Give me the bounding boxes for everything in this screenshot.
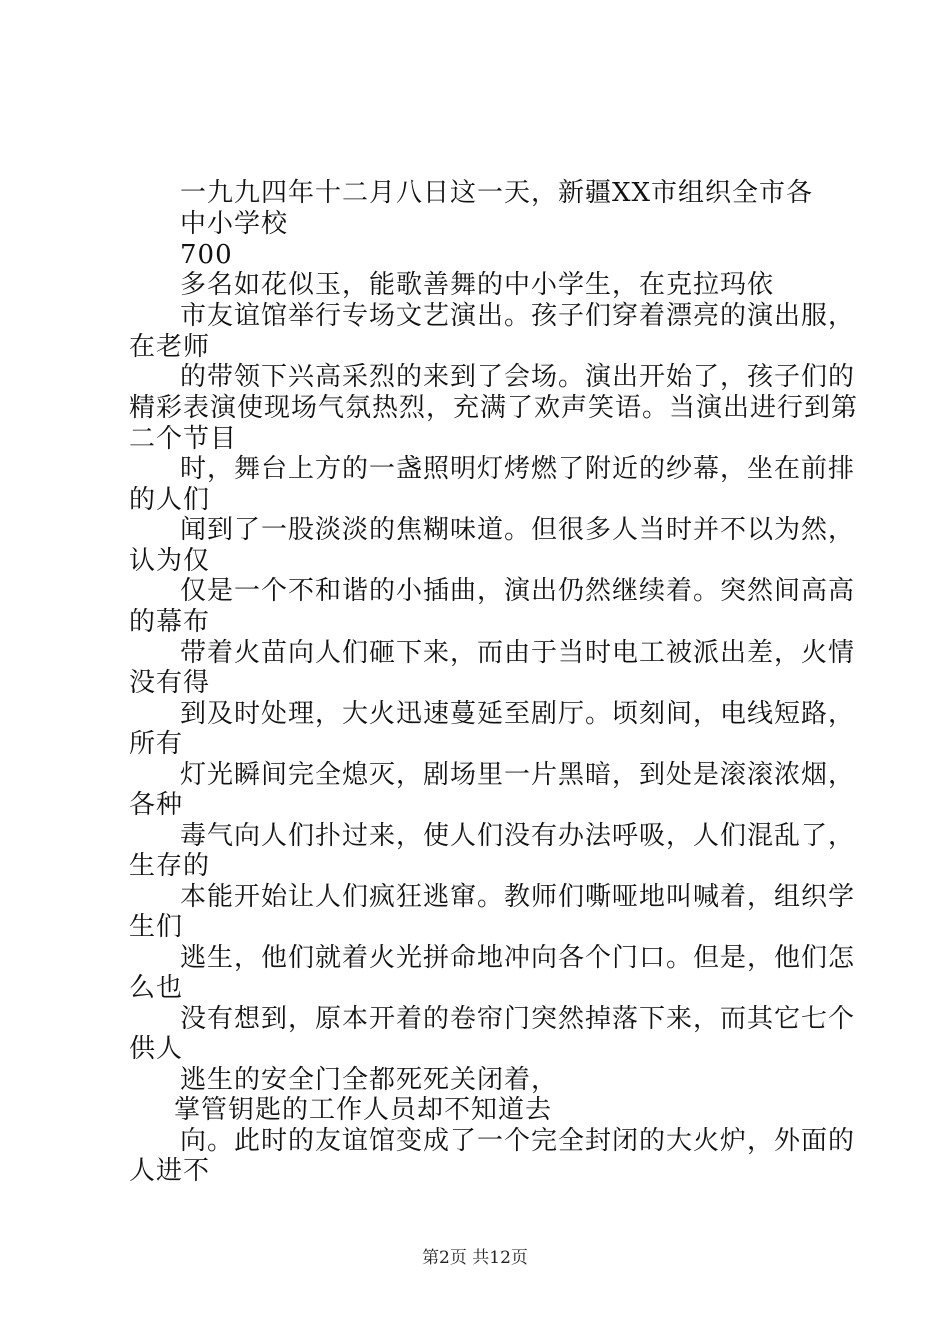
text-line: 掌管钥匙的工作人员却不知道去 (174, 1095, 553, 1125)
text-line: 生们 (129, 912, 184, 942)
text-line: 本能开始让人们疯狂逃窜。教师们嘶哑地叫喊着，组织学 (180, 882, 856, 912)
text-line: 毒气向人们扑过来，使人们没有办法呼吸，人们混乱了， (180, 821, 856, 851)
text-line: 没有得 (129, 668, 211, 698)
text-line: 生存的 (129, 851, 211, 881)
text-line: 带着火苗向人们砸下来，而由于当时电工被派出差，火情 (180, 638, 856, 668)
text-line: 么也 (129, 973, 184, 1003)
text-line: 的幕布 (129, 607, 211, 637)
text-line: 没有想到，原本开着的卷帘门突然掉落下来，而其它七个 (180, 1004, 856, 1034)
text-line: 仅是一个不和谐的小插曲，演出仍然继续着。突然间高高 (180, 576, 856, 606)
text-line: 逃生，他们就着火光拼命地冲向各个门口。但是，他们怎 (180, 943, 856, 973)
text-line: 时，舞台上方的一盏照明灯烤燃了附近的纱幕，坐在前排 (180, 454, 856, 484)
page-number-footer: 第2页 共12页 (422, 1248, 528, 1268)
text-line: 所有 (129, 729, 184, 759)
text-line: 闻到了一股淡淡的焦糊味道。但很多人当时并不以为然， (180, 515, 856, 545)
text-line: 多名如花似玉，能歌善舞的中小学生，在克拉玛依 (180, 270, 775, 300)
text-line: 各种 (129, 790, 184, 820)
text-line: 逃生的安全门全都死死关闭着， (180, 1065, 559, 1095)
text-line: 供人 (129, 1034, 184, 1064)
text-line: 700 (180, 240, 233, 270)
text-line: 二个节目 (129, 424, 238, 454)
text-line: 在老师 (129, 332, 211, 362)
text-line: 一九九四年十二月八日这一天，新疆XX市组织全市各 (180, 178, 814, 208)
text-line: 人进不 (129, 1156, 211, 1186)
text-line: 中小学校 (180, 209, 289, 239)
text-line: 的带领下兴高采烈的来到了会场。演出开始了，孩子们的 (180, 362, 856, 392)
text-line: 灯光瞬间完全熄灭，剧场里一片黑暗，到处是滚滚浓烟， (180, 760, 856, 790)
text-line: 向。此时的友谊馆变成了一个完全封闭的大火炉，外面的 (180, 1126, 856, 1156)
text-line: 市友谊馆举行专场文艺演出。孩子们穿着漂亮的演出服， (180, 301, 856, 331)
text-line: 到及时处理，大火迅速蔓延至剧厅。顷刻间，电线短路， (180, 699, 856, 729)
text-line: 精彩表演使现场气氛热烈，充满了欢声笑语。当演出进行到第 (129, 393, 859, 423)
text-line: 的人们 (129, 485, 211, 515)
text-line: 认为仅 (129, 546, 211, 576)
